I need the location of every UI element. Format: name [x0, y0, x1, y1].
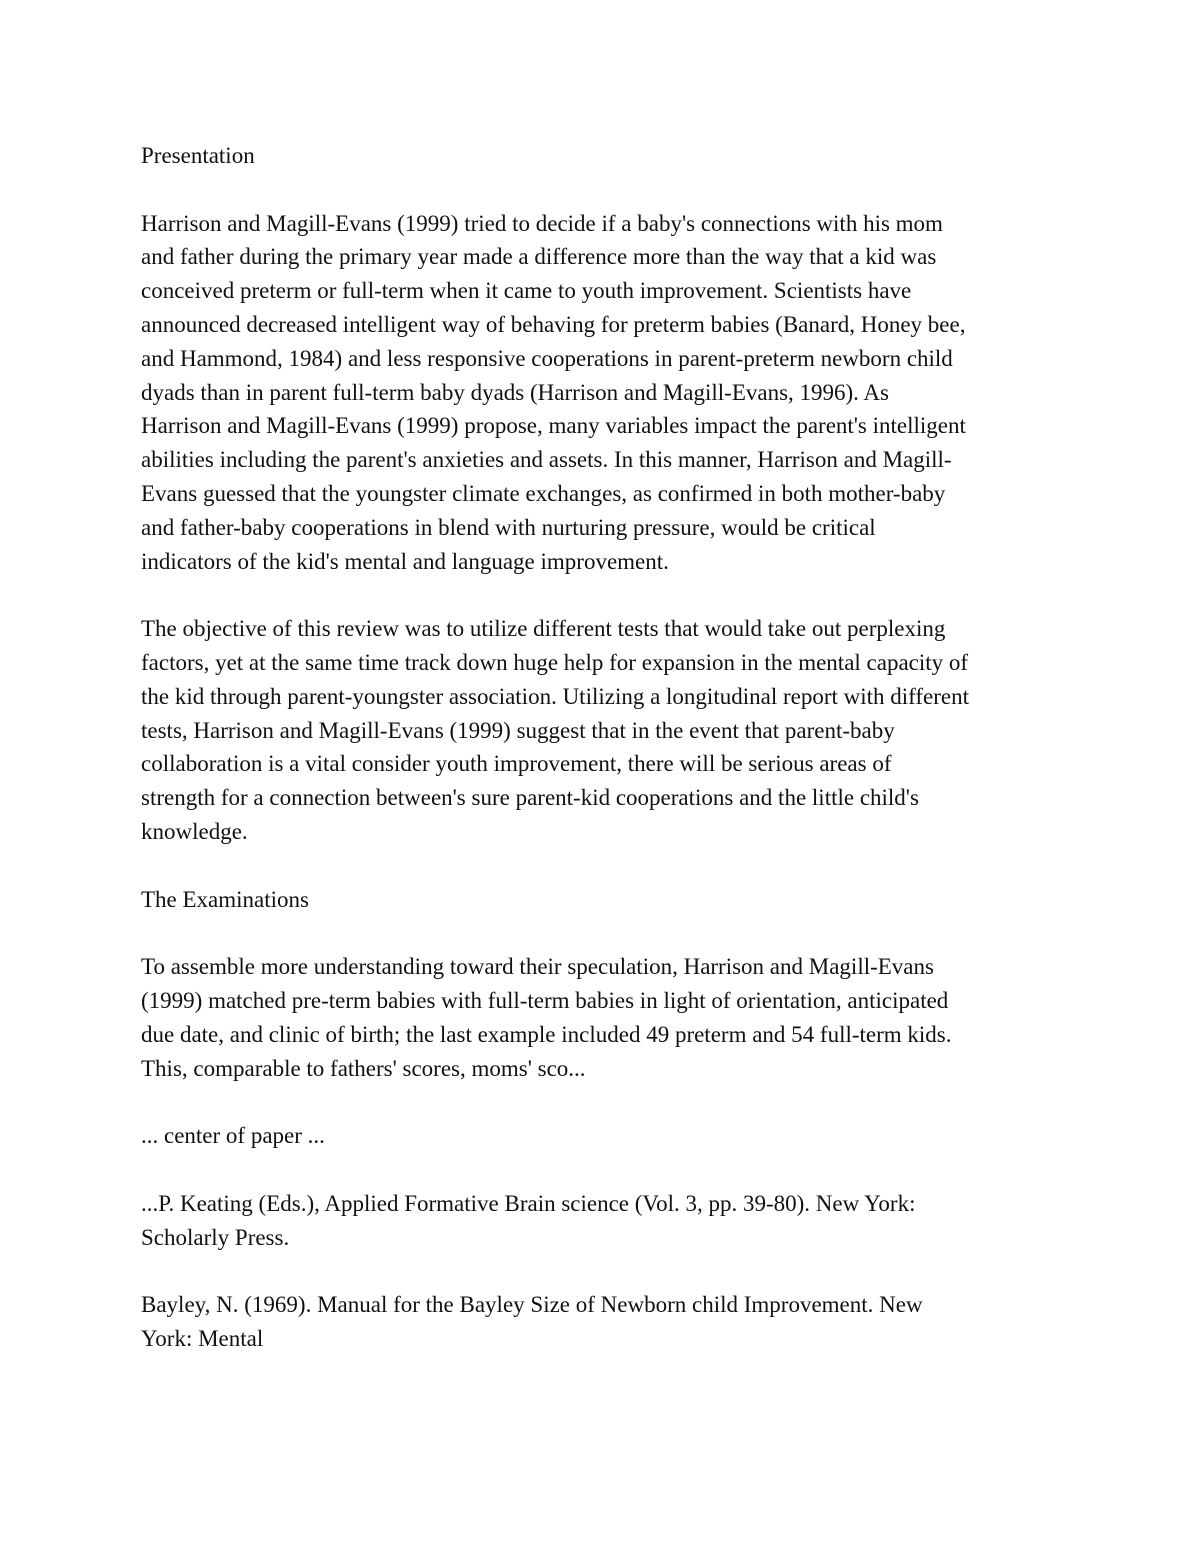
document-body — [141, 139, 1071, 1389]
reference-entry-bayley: Bayley, N. (1969). Manual for the Bayley Size of Newborn child Improvement. New York: Mental — [141, 1292, 923, 1351]
reference-entry-keating: ...P. Keating (Eds.), Applied Formative Brain science (Vol. 3, pp. 39-80). New York: Scholarly Press. — [141, 1190, 916, 1250]
omission-note: ... center of paper ... — [141, 1123, 325, 1149]
section-heading-presentation: Presentation — [141, 143, 255, 168]
paragraph-objective: The objective of this review was to utilize different tests that would take out perplexing factors, yet at the same time track down huge help for expansion in the mental capacity of the kid through parent-youngster association. Utilizing a longitudinal report with different tests, Harrison and Magill-Evans (1999) suggest that in the event that parent-baby collaboration is a vital consider youth improvement, there will be serious areas of strength for a connection between's sure parent-kid cooperations and the little child's knowledge. — [141, 616, 970, 844]
paragraph-introduction: Harrison and Magill-Evans (1999) tried to decide if a baby's connections with his mom and father during the primary year made a difference more than the way that a kid was conceived preterm or full-term when it came to youth improvement. Scientists have announced decreased intelligent way of behaving for preterm babies (Banard, Honey bee, and Hammond, 1984) and less responsive cooperations in parent-preterm newborn child dyads than in parent full-term baby dyads (Harrison and Magill-Evans, 1996). As Harrison and Magill-Evans (1999) propose, many variables impact the parent's intelligent abilities including the parent's anxieties and assets. In this manner, Harrison and Magill- Evans guessed that the youngster climate exchanges, as confirmed in both mother-baby and father-baby cooperations in blend with nurturing pressure, would be critical indicators of the kid's mental and language improvement. — [141, 210, 966, 574]
paragraph-examinations: To assemble more understanding toward their speculation, Harrison and Magill-Evans (1999) matched pre-term babies with full-term babies in light of orientation, anticipated due date, and clinic of birth; the last example included 49 preterm and 54 full-term kids. This, comparable to fathers' scores, moms' sco... — [141, 954, 952, 1081]
section-heading-examinations: The Examinations — [141, 886, 309, 912]
